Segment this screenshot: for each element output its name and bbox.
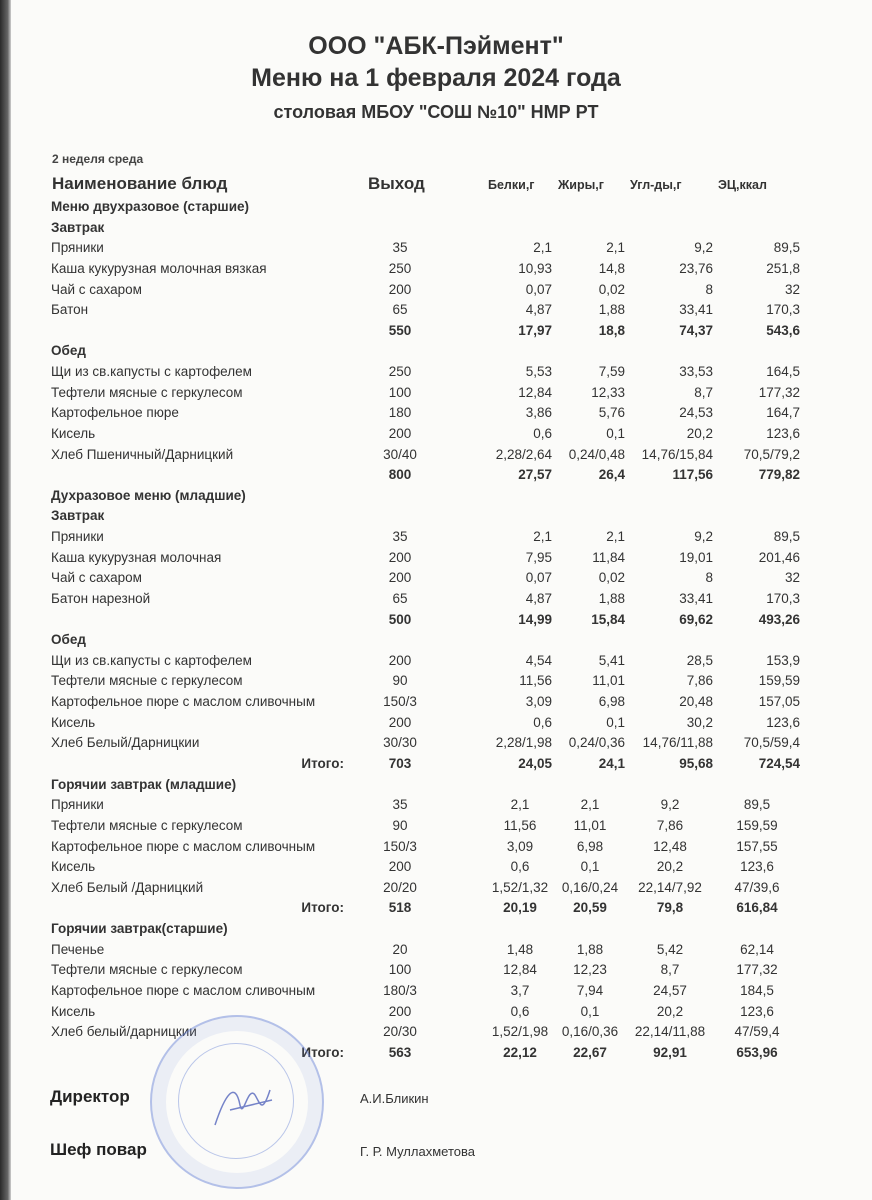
output-cell: 500 bbox=[388, 611, 412, 627]
energy-cell: 164,7 bbox=[766, 405, 800, 421]
energy-cell: 47/59,4 bbox=[734, 1024, 780, 1040]
dish-name-cell: Хлеб Белый /Дарницкий bbox=[51, 879, 204, 895]
output-cell: 20/30 bbox=[383, 1024, 417, 1040]
table-row bbox=[0, 837, 872, 858]
table-row bbox=[0, 692, 872, 713]
energy-cell: 70,5/59,4 bbox=[743, 735, 800, 751]
section-heading: Завтрак bbox=[51, 508, 105, 524]
section-heading-row bbox=[0, 630, 872, 651]
page-subtitle: столовая МБОУ "СОШ №10" НМР РТ bbox=[273, 102, 599, 122]
energy-cell: 653,96 bbox=[736, 1044, 778, 1060]
table-row bbox=[0, 713, 872, 734]
dish-name-cell: Батон bbox=[51, 302, 89, 318]
output-cell: 100 bbox=[388, 962, 412, 978]
protein-cell: 1,52/1,98 bbox=[491, 1024, 549, 1040]
fat-cell: 0,24/0,48 bbox=[568, 446, 625, 462]
dish-name-cell: Пряники bbox=[51, 797, 104, 813]
dish-name-cell: Тефтели мясные с геркулесом bbox=[51, 962, 243, 978]
output-cell: 20/20 bbox=[383, 879, 417, 895]
fat-cell: 11,01 bbox=[573, 817, 607, 833]
energy-cell: 779,82 bbox=[758, 467, 800, 483]
carbs-cell: 23,76 bbox=[679, 260, 713, 276]
section-heading: Духразовое меню (младшие) bbox=[51, 487, 246, 503]
output-cell: 200 bbox=[388, 425, 412, 441]
protein-cell: 24,05 bbox=[518, 756, 552, 771]
fat-cell: 1,88 bbox=[576, 941, 604, 957]
dish-name-cell: Печенье bbox=[51, 941, 105, 957]
output-cell: 550 bbox=[388, 322, 412, 338]
protein-cell: 2,28/2,64 bbox=[495, 446, 552, 462]
fat-cell: 18,8 bbox=[598, 322, 625, 338]
carbs-cell: 7,86 bbox=[656, 817, 684, 833]
dish-name-cell: Картофельное пюре с маслом сливочным bbox=[51, 694, 316, 710]
energy-cell: 157,55 bbox=[736, 838, 778, 854]
company-name: ООО "АБК-Пэймент" bbox=[308, 32, 564, 60]
table-row bbox=[0, 548, 872, 569]
total-row bbox=[0, 610, 872, 631]
section-heading-row bbox=[0, 341, 872, 362]
protein-cell: 2,1 bbox=[533, 529, 552, 545]
dish-name-cell: Кисель bbox=[51, 1003, 96, 1019]
output-cell: 90 bbox=[392, 673, 408, 689]
carbs-cell: 28,5 bbox=[686, 652, 713, 668]
fat-cell: 0,1 bbox=[580, 859, 600, 875]
output-cell: 65 bbox=[392, 590, 408, 606]
fat-cell: 20,59 bbox=[573, 900, 607, 916]
fat-cell: 6,98 bbox=[576, 838, 604, 854]
carbs-cell: 7,86 bbox=[686, 673, 713, 689]
fat-cell: 0,02 bbox=[598, 281, 625, 297]
dish-name-cell: Каша кукурузная молочная bbox=[51, 549, 222, 565]
page-title: Меню на 1 февраля 2024 года bbox=[251, 64, 621, 92]
protein-cell: 22,12 bbox=[503, 1044, 537, 1060]
col-energy-header: ЭЦ,ккал bbox=[718, 178, 767, 192]
chef-label: Шеф повар bbox=[50, 1140, 147, 1159]
fat-cell: 6,98 bbox=[598, 694, 625, 710]
protein-cell: 12,84 bbox=[503, 962, 537, 978]
carbs-cell: 30,2 bbox=[686, 714, 713, 730]
protein-cell: 5,53 bbox=[525, 364, 552, 380]
output-cell: 250 bbox=[388, 260, 412, 276]
protein-cell: 11,56 bbox=[503, 817, 537, 833]
output-cell: 518 bbox=[388, 900, 412, 916]
carbs-cell: 8,7 bbox=[660, 962, 680, 978]
energy-cell: 157,05 bbox=[758, 694, 800, 710]
table-row bbox=[0, 816, 872, 837]
output-cell: 20 bbox=[392, 941, 408, 957]
dish-name-cell: Хлеб белый/дарницкии bbox=[51, 1024, 197, 1040]
fat-cell: 12,33 bbox=[591, 384, 625, 400]
energy-cell: 201,46 bbox=[758, 549, 800, 565]
protein-cell: 3,86 bbox=[525, 405, 552, 421]
output-cell: 35 bbox=[392, 529, 408, 545]
chef-name: Г. Р. Муллахметова bbox=[360, 1144, 475, 1159]
table-row bbox=[0, 1002, 872, 1023]
table-row bbox=[0, 651, 872, 672]
col-fat-header: Жиры,г bbox=[558, 178, 604, 192]
protein-cell: 1,52/1,32 bbox=[491, 879, 549, 895]
output-cell: 200 bbox=[388, 652, 412, 668]
director-name: А.И.Бликин bbox=[360, 1091, 429, 1106]
table-row bbox=[0, 589, 872, 610]
energy-cell: 89,5 bbox=[773, 529, 800, 545]
director-label: Директор bbox=[50, 1087, 130, 1106]
table-row bbox=[0, 259, 872, 280]
energy-cell: 123,6 bbox=[766, 714, 800, 730]
output-cell: 200 bbox=[388, 859, 412, 875]
protein-cell: 12,84 bbox=[518, 384, 552, 400]
energy-cell: 89,5 bbox=[773, 240, 800, 256]
energy-cell: 159,59 bbox=[736, 817, 778, 833]
output-cell: 150/3 bbox=[383, 694, 417, 710]
output-cell: 200 bbox=[388, 1003, 412, 1019]
table-row bbox=[0, 733, 872, 754]
carbs-cell: 20,2 bbox=[656, 859, 684, 875]
energy-cell: 616,84 bbox=[736, 900, 778, 916]
output-cell: 30/30 bbox=[383, 735, 417, 751]
carbs-cell: 95,68 bbox=[679, 756, 713, 771]
dish-name-cell: Хлеб Белый/Дарницкии bbox=[51, 735, 200, 751]
dish-name-cell: Чай с сахаром bbox=[51, 281, 142, 297]
section-heading: Завтрак bbox=[51, 219, 105, 235]
energy-cell: 47/39,6 bbox=[734, 879, 780, 895]
table-row bbox=[0, 403, 872, 424]
carbs-cell: 12,48 bbox=[653, 838, 687, 854]
protein-cell: 3,09 bbox=[525, 694, 552, 710]
table-row bbox=[0, 981, 872, 1002]
total-row bbox=[0, 898, 872, 919]
output-cell: 90 bbox=[392, 817, 408, 833]
total-label: Итого: bbox=[301, 756, 344, 771]
table-row bbox=[0, 1022, 872, 1043]
table-row bbox=[0, 238, 872, 259]
dish-name-cell: Пряники bbox=[51, 529, 104, 545]
dish-name-cell: Тефтели мясные с геркулесом bbox=[51, 817, 243, 833]
protein-cell: 2,1 bbox=[533, 240, 552, 256]
fat-cell: 11,01 bbox=[592, 673, 625, 689]
protein-cell: 7,95 bbox=[525, 549, 552, 565]
output-cell: 200 bbox=[388, 570, 412, 586]
dish-name-cell: Батон нарезной bbox=[51, 590, 151, 606]
protein-cell: 0,6 bbox=[533, 714, 552, 730]
fat-cell: 1,88 bbox=[598, 302, 625, 318]
dish-name-cell: Хлеб Пшеничный/Дарницкий bbox=[51, 446, 234, 462]
fat-cell: 0,02 bbox=[598, 570, 625, 586]
energy-cell: 170,3 bbox=[766, 590, 800, 606]
fat-cell: 7,94 bbox=[576, 982, 604, 998]
protein-cell: 10,93 bbox=[518, 260, 552, 276]
protein-cell: 11,56 bbox=[519, 673, 552, 689]
fat-cell: 1,88 bbox=[598, 590, 625, 606]
fat-cell: 5,41 bbox=[598, 652, 625, 668]
section-heading: Горячии завтрак(старшие) bbox=[51, 921, 228, 937]
output-cell: 30/40 bbox=[383, 446, 417, 462]
carbs-cell: 8 bbox=[705, 281, 713, 297]
dish-name-cell: Каша кукурузная молочная вязкая bbox=[51, 260, 267, 276]
fat-cell: 2,1 bbox=[606, 240, 625, 256]
energy-cell: 123,6 bbox=[740, 859, 774, 875]
dish-name-cell: Картофельное пюре с маслом сливочным bbox=[51, 838, 316, 854]
protein-cell: 0,6 bbox=[533, 425, 552, 441]
section-heading-row bbox=[0, 775, 872, 796]
carbs-cell: 8 bbox=[705, 570, 713, 586]
total-row bbox=[0, 465, 872, 486]
protein-cell: 14,99 bbox=[518, 611, 552, 627]
carbs-cell: 22,14/7,92 bbox=[638, 879, 702, 895]
fat-cell: 11,84 bbox=[592, 549, 625, 565]
dish-name-cell: Пряники bbox=[51, 240, 104, 256]
table-row bbox=[0, 795, 872, 816]
carbs-cell: 19,01 bbox=[679, 549, 713, 565]
energy-cell: 62,14 bbox=[740, 941, 774, 957]
carbs-cell: 79,8 bbox=[656, 900, 684, 916]
energy-cell: 123,6 bbox=[766, 425, 800, 441]
carbs-cell: 9,2 bbox=[694, 529, 713, 545]
section-heading-row bbox=[0, 486, 872, 507]
section-heading: Обед bbox=[51, 632, 86, 648]
fat-cell: 24,1 bbox=[598, 756, 625, 771]
total-row bbox=[0, 754, 872, 775]
protein-cell: 27,57 bbox=[518, 467, 552, 483]
week-label: 2 неделя среда bbox=[52, 152, 144, 166]
carbs-cell: 14,76/15,84 bbox=[641, 446, 713, 462]
output-cell: 65 bbox=[392, 302, 408, 318]
energy-cell: 724,54 bbox=[758, 756, 800, 771]
table-row bbox=[0, 857, 872, 878]
table-row bbox=[0, 940, 872, 961]
fat-cell: 0,1 bbox=[606, 714, 625, 730]
protein-cell: 1,48 bbox=[506, 941, 534, 957]
output-cell: 35 bbox=[392, 797, 408, 813]
fat-cell: 5,76 bbox=[598, 405, 625, 421]
output-cell: 150/3 bbox=[383, 838, 417, 854]
signature-scribble bbox=[210, 1075, 280, 1135]
energy-cell: 170,3 bbox=[766, 302, 800, 318]
carbs-cell: 8,7 bbox=[694, 384, 713, 400]
carbs-cell: 20,2 bbox=[686, 425, 713, 441]
output-cell: 100 bbox=[388, 384, 412, 400]
table-row bbox=[0, 362, 872, 383]
energy-cell: 164,5 bbox=[766, 364, 800, 380]
output-cell: 200 bbox=[388, 714, 412, 730]
fat-cell: 15,84 bbox=[591, 611, 625, 627]
fat-cell: 0,1 bbox=[606, 425, 625, 441]
carbs-cell: 20,2 bbox=[656, 1003, 684, 1019]
output-cell: 200 bbox=[388, 281, 412, 297]
carbs-cell: 14,76/11,88 bbox=[642, 735, 713, 751]
carbs-cell: 5,42 bbox=[656, 941, 684, 957]
carbs-cell: 33,53 bbox=[679, 364, 713, 380]
dish-name-cell: Чай с сахаром bbox=[51, 570, 142, 586]
fat-cell: 26,4 bbox=[598, 467, 625, 483]
protein-cell: 4,87 bbox=[525, 302, 552, 318]
fat-cell: 0,16/0,24 bbox=[561, 879, 619, 895]
energy-cell: 159,59 bbox=[758, 673, 800, 689]
output-cell: 800 bbox=[388, 467, 412, 483]
total-row bbox=[0, 1043, 872, 1064]
protein-cell: 3,09 bbox=[506, 838, 534, 854]
output-cell: 35 bbox=[392, 240, 408, 256]
section-heading-row bbox=[0, 506, 872, 527]
col-output-header: Выход bbox=[368, 174, 425, 193]
protein-cell: 2,1 bbox=[510, 797, 530, 813]
dish-name-cell: Щи из св.капусты с картофелем bbox=[51, 652, 252, 668]
table-row bbox=[0, 671, 872, 692]
energy-cell: 89,5 bbox=[743, 797, 771, 813]
table-row bbox=[0, 527, 872, 548]
total-label: Итого: bbox=[301, 900, 344, 916]
section-heading-row bbox=[0, 197, 872, 218]
dish-name-cell: Щи из св.капусты с картофелем bbox=[51, 364, 252, 380]
carbs-cell: 24,57 bbox=[653, 982, 687, 998]
section-heading-row bbox=[0, 919, 872, 940]
fat-cell: 0,1 bbox=[580, 1003, 600, 1019]
dish-name-cell: Кисель bbox=[51, 425, 96, 441]
energy-cell: 153,9 bbox=[766, 652, 800, 668]
protein-cell: 17,97 bbox=[518, 322, 552, 338]
protein-cell: 3,7 bbox=[510, 982, 530, 998]
energy-cell: 177,32 bbox=[758, 384, 800, 400]
section-heading: Меню двухразовое (старшие) bbox=[51, 199, 249, 214]
energy-cell: 123,6 bbox=[740, 1003, 774, 1019]
dish-name-cell: Тефтели мясные с геркулесом bbox=[51, 384, 243, 400]
fat-cell: 12,23 bbox=[573, 962, 607, 978]
table-row bbox=[0, 424, 872, 445]
carbs-cell: 33,41 bbox=[679, 302, 713, 318]
energy-cell: 543,6 bbox=[766, 322, 800, 338]
protein-cell: 0,6 bbox=[510, 1003, 530, 1019]
dish-name-cell: Кисель bbox=[51, 859, 96, 875]
energy-cell: 184,5 bbox=[740, 982, 774, 998]
fat-cell: 22,67 bbox=[573, 1044, 607, 1060]
total-label: Итого: bbox=[301, 1044, 344, 1060]
energy-cell: 32 bbox=[784, 570, 800, 586]
protein-cell: 0,07 bbox=[525, 281, 552, 297]
protein-cell: 2,28/1,98 bbox=[495, 735, 552, 751]
protein-cell: 4,87 bbox=[525, 590, 552, 606]
table-row bbox=[0, 878, 872, 899]
table-row bbox=[0, 280, 872, 301]
carbs-cell: 74,37 bbox=[679, 322, 713, 338]
table-row bbox=[0, 960, 872, 981]
carbs-cell: 117,56 bbox=[672, 467, 713, 483]
col-name-header: Наименование блюд bbox=[52, 174, 228, 193]
carbs-cell: 9,2 bbox=[660, 797, 680, 813]
dish-name-cell: Картофельное пюре bbox=[51, 405, 179, 421]
carbs-cell: 22,14/11,88 bbox=[634, 1024, 706, 1040]
fat-cell: 0,16/0,36 bbox=[561, 1024, 619, 1040]
output-cell: 703 bbox=[388, 756, 412, 771]
carbs-cell: 9,2 bbox=[694, 240, 713, 256]
dish-name-cell: Картофельное пюре с маслом сливочным bbox=[51, 982, 316, 998]
energy-cell: 177,32 bbox=[736, 962, 778, 978]
output-cell: 180 bbox=[388, 405, 412, 421]
output-cell: 563 bbox=[388, 1044, 412, 1060]
section-heading-row bbox=[0, 218, 872, 239]
fat-cell: 2,1 bbox=[580, 797, 600, 813]
protein-cell: 4,54 bbox=[525, 652, 552, 668]
energy-cell: 32 bbox=[784, 281, 800, 297]
protein-cell: 0,07 bbox=[525, 570, 552, 586]
col-protein-header: Белки,г bbox=[488, 178, 535, 192]
section-heading: Горячии завтрак (младшие) bbox=[51, 776, 237, 792]
carbs-cell: 33,41 bbox=[679, 590, 713, 606]
output-cell: 200 bbox=[388, 549, 412, 565]
section-heading: Обед bbox=[51, 343, 86, 359]
table-row bbox=[0, 568, 872, 589]
energy-cell: 251,8 bbox=[766, 260, 800, 276]
energy-cell: 70,5/79,2 bbox=[743, 446, 800, 462]
table-row bbox=[0, 383, 872, 404]
energy-cell: 493,26 bbox=[758, 611, 800, 627]
output-cell: 250 bbox=[388, 364, 412, 380]
dish-name-cell: Кисель bbox=[51, 714, 96, 730]
carbs-cell: 20,48 bbox=[679, 694, 713, 710]
output-cell: 180/3 bbox=[383, 982, 417, 998]
fat-cell: 14,8 bbox=[598, 260, 625, 276]
fat-cell: 2,1 bbox=[606, 529, 625, 545]
table-row bbox=[0, 445, 872, 466]
total-row bbox=[0, 321, 872, 342]
dish-name-cell: Тефтели мясные с геркулесом bbox=[51, 673, 243, 689]
protein-cell: 20,19 bbox=[503, 900, 537, 916]
carbs-cell: 24,53 bbox=[679, 405, 713, 421]
protein-cell: 0,6 bbox=[510, 859, 530, 875]
fat-cell: 7,59 bbox=[598, 364, 625, 380]
fat-cell: 0,24/0,36 bbox=[568, 735, 625, 751]
carbs-cell: 92,91 bbox=[653, 1044, 687, 1060]
carbs-cell: 69,62 bbox=[679, 611, 713, 627]
col-carbs-header: Угл-ды,г bbox=[630, 178, 682, 192]
table-row bbox=[0, 300, 872, 321]
